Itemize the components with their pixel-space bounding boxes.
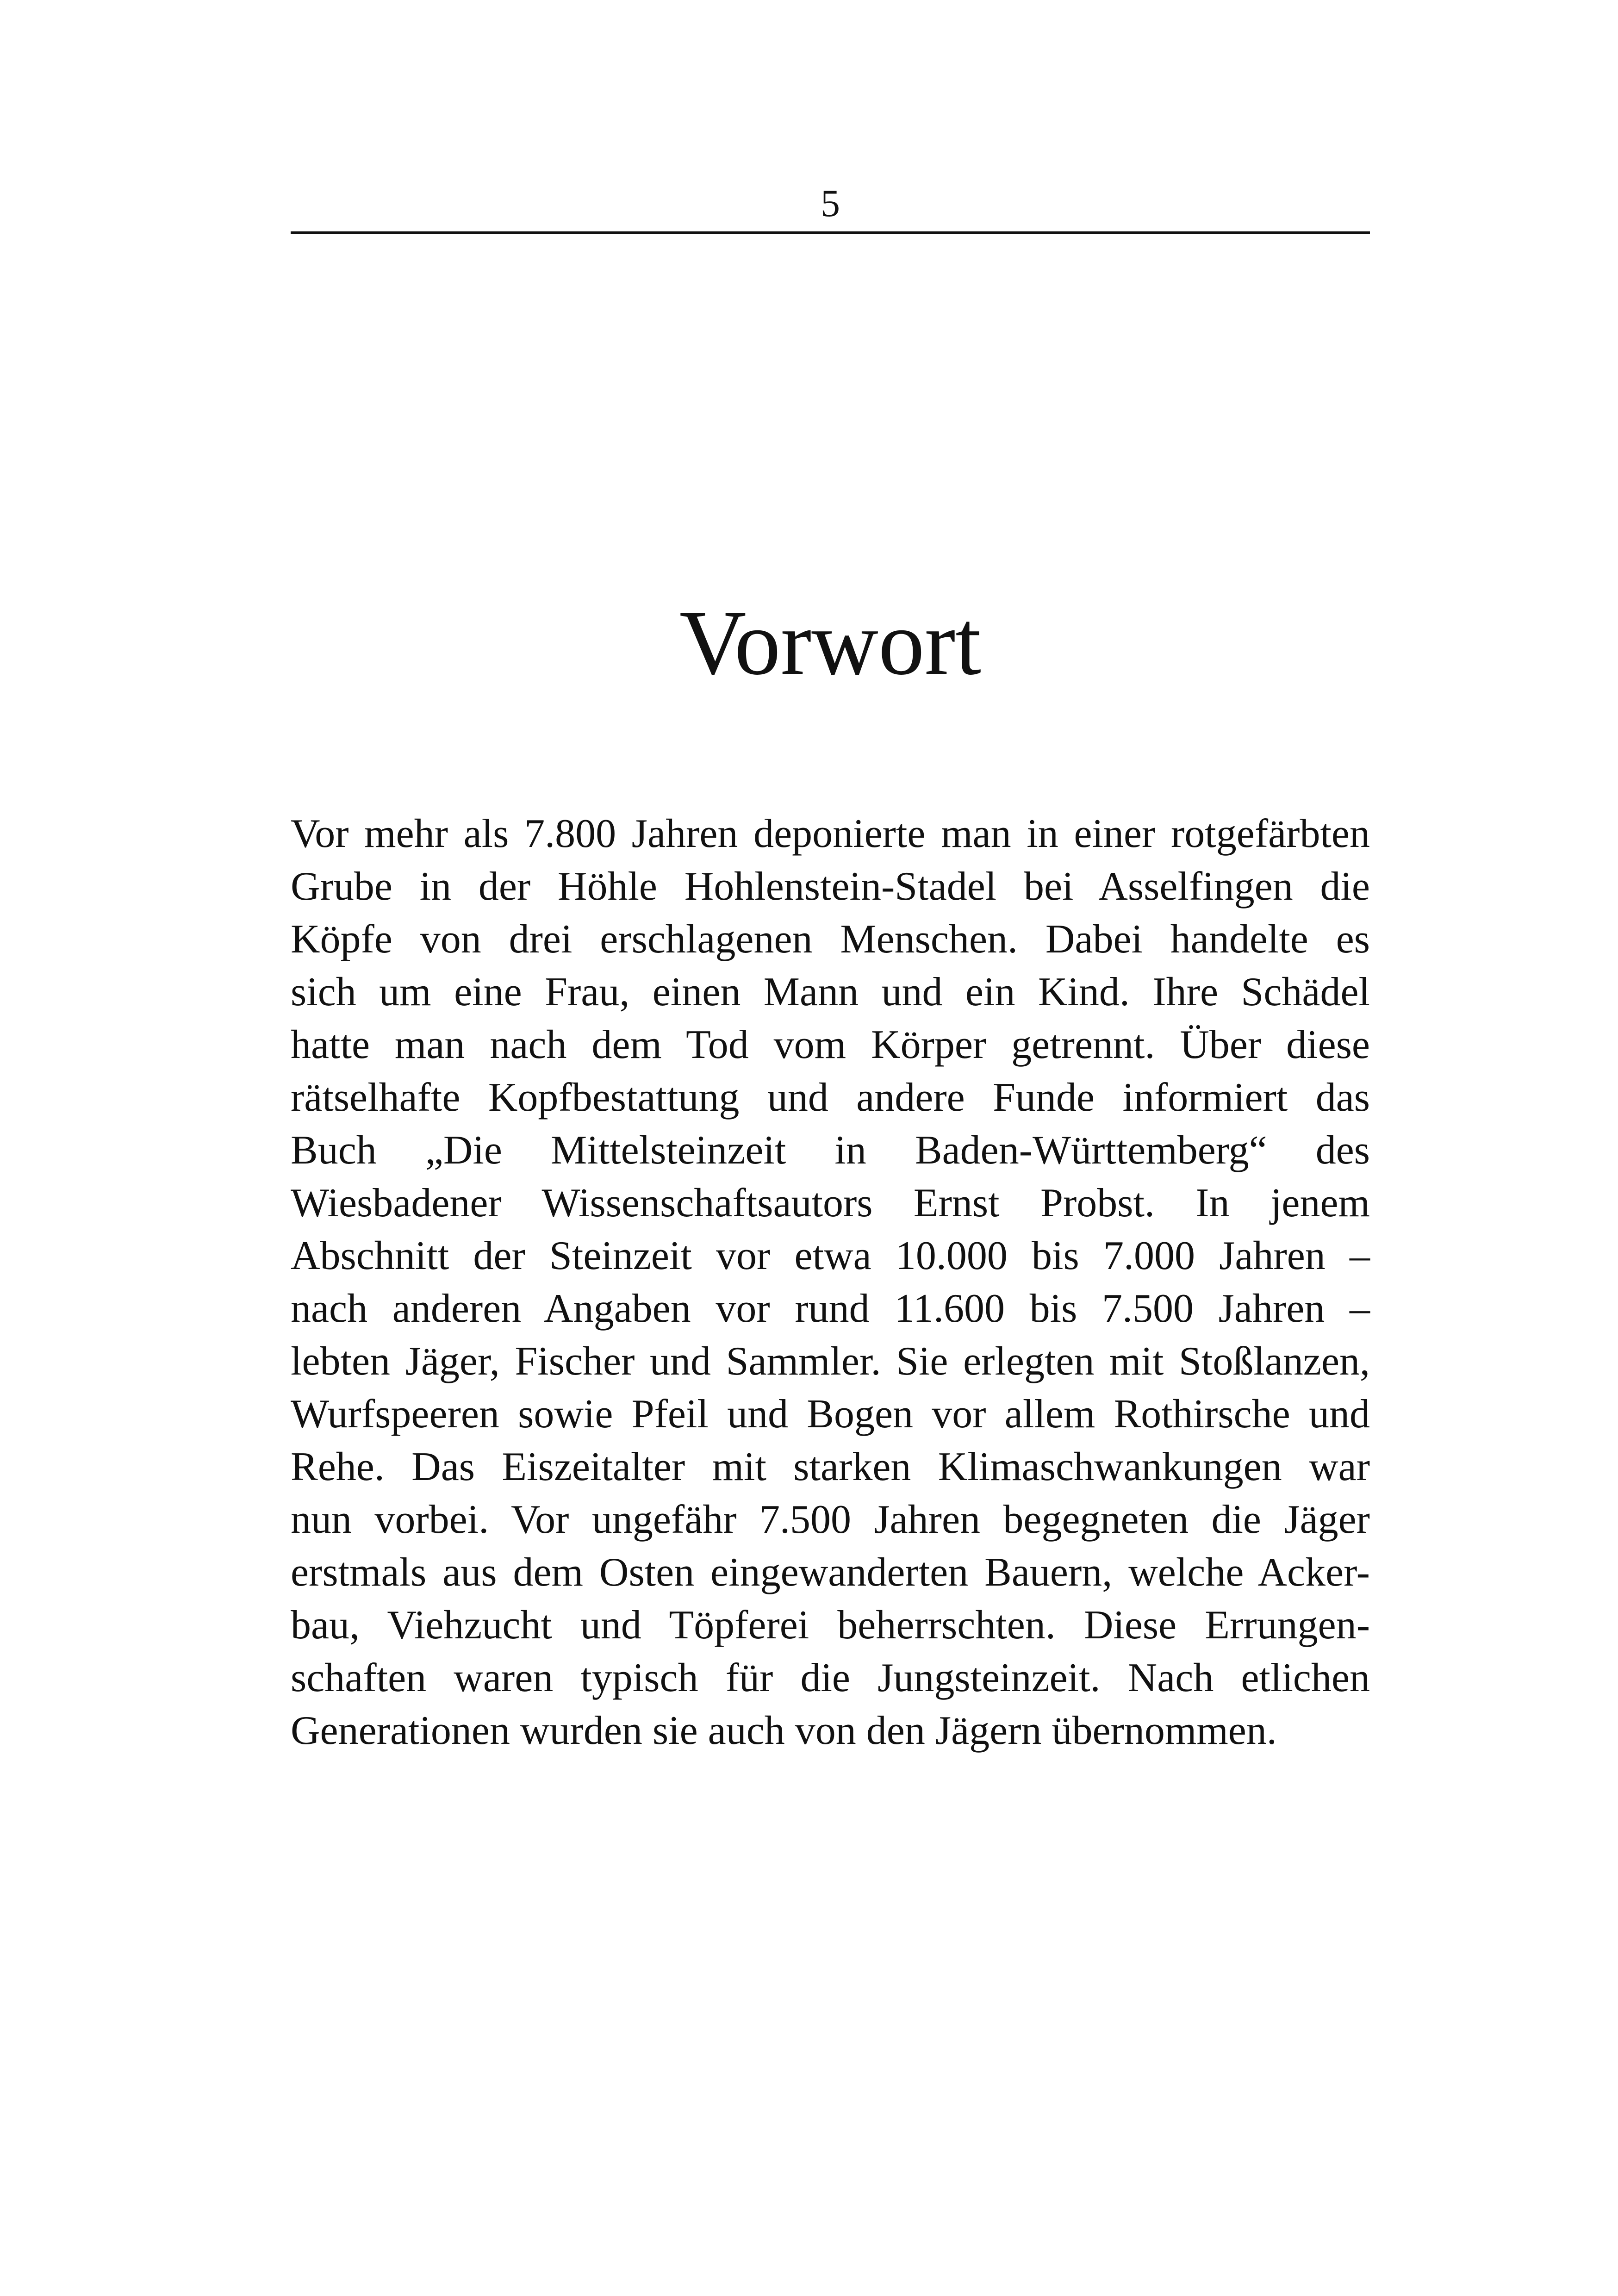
page-number: 5 bbox=[821, 182, 840, 225]
text-line: sich um eine Frau, einen Mann und ein Kind. Ihre Schädel bbox=[291, 970, 1370, 1014]
body-paragraph bbox=[291, 808, 1370, 1757]
text-line: Grube in der Höhle Hohlenstein-Stadel bei Asselfingen die bbox=[291, 864, 1370, 909]
chapter-title: Vorwort bbox=[679, 592, 981, 694]
text-line: bau, Viehzucht und Töpferei beherrschten. Diese Errungen- bbox=[291, 1603, 1370, 1648]
text-line: schaften waren typisch für die Jungsteinzeit. Nach etlichen bbox=[291, 1655, 1370, 1700]
text-line: Vor mehr als 7.800 Jahren deponierte man in einer rotgefärbten bbox=[291, 811, 1370, 856]
text-line: Wiesbadener Wissenschaftsautors Ernst Probst. In jenem bbox=[291, 1181, 1370, 1226]
text-line: hatte man nach dem Tod vom Körper getrennt. Über diese bbox=[291, 1022, 1370, 1067]
header-rule bbox=[291, 231, 1370, 234]
text-line: Wurfspeeren sowie Pfeil und Bogen vor allem Rothirsche und bbox=[291, 1392, 1370, 1437]
text-line: lebten Jäger, Fischer und Sammler. Sie erlegten mit Stoßlanzen, bbox=[291, 1339, 1370, 1384]
text-line: nach anderen Angaben vor rund 11.600 bis 7.500 Jahren – bbox=[291, 1286, 1370, 1331]
text-line: erstmals aus dem Osten eingewanderten Bauern, welche Acker- bbox=[291, 1550, 1370, 1595]
text-line: Generationen wurden sie auch von den Jägern übernommen. bbox=[291, 1708, 1277, 1753]
text-line: Rehe. Das Eiszeitalter mit starken Klimaschwankungen war bbox=[291, 1444, 1370, 1489]
text-line: rätselhafte Kopfbestattung und andere Funde informiert das bbox=[291, 1075, 1370, 1120]
text-line: nun vorbei. Vor ungefähr 7.500 Jahren begegneten die Jäger bbox=[291, 1497, 1370, 1542]
text-line: Abschnitt der Steinzeit vor etwa 10.000 bis 7.000 Jahren – bbox=[291, 1233, 1370, 1278]
text-line: Köpfe von drei erschlagenen Menschen. Dabei handelte es bbox=[291, 917, 1370, 962]
text-line: Buch „Die Mittelsteinzeit in Baden-Württemberg“ des bbox=[291, 1128, 1370, 1173]
